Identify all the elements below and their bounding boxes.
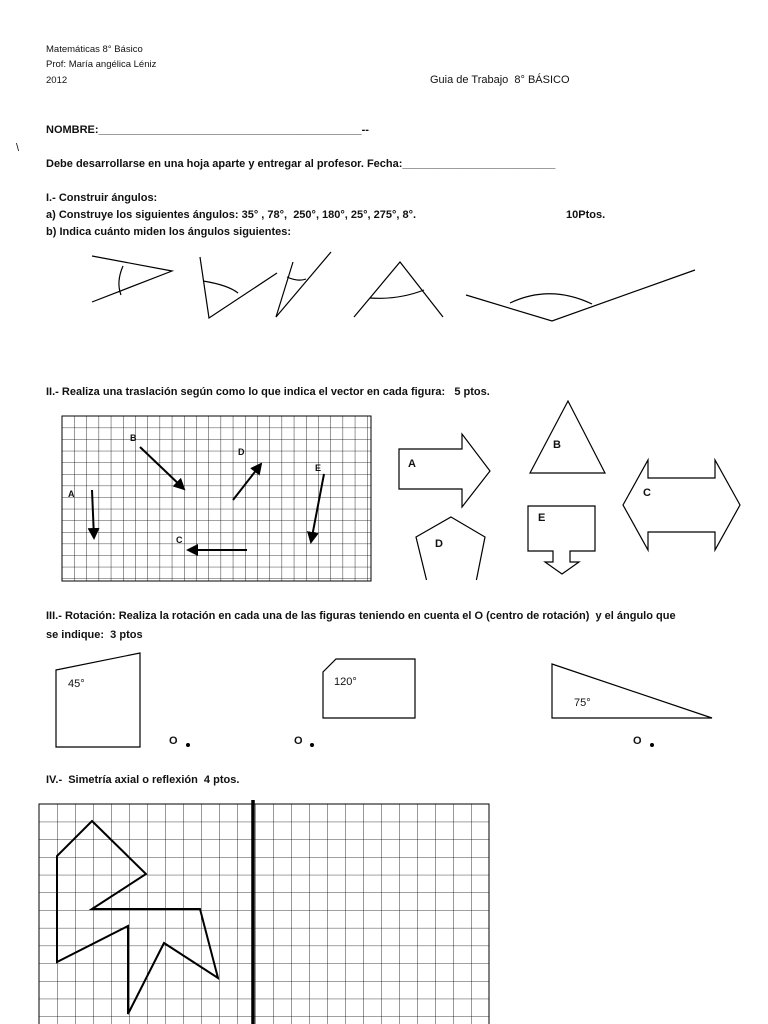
section1-points: 10Ptos. [566,209,606,221]
angle-4 [354,262,443,317]
header-year: 2012 [46,75,68,86]
angle-label-75: 75° [574,697,591,709]
name-field: NOMBRE:___________________________________________-- [46,124,369,136]
section2-title: II.- Realiza una traslación según como lo que indica el vector en cada figura: 5 ptos. [46,386,490,398]
figure-b-triangle [530,401,605,473]
translation-figures [390,398,760,580]
header-teacher: Prof: María angélica Léniz [46,59,157,70]
figure-d-pentagon [416,517,485,580]
section1-title: I.- Construir ángulos: [46,192,158,204]
section3-line1: III.- Rotación: Realiza la rotación en cada una de las figuras teniendo en cuenta el O (centro de rotación) y el ángulo que [46,610,676,622]
section4-title: IV.- Simetría axial o reflexión 4 ptos. [46,774,240,786]
center-dot-3 [650,743,654,747]
vector-label-a: A [68,489,75,499]
rotation-figures [40,645,730,760]
angle-3 [276,252,331,317]
section1-item-b: b) Indica cuánto miden los ángulos siguientes: [46,226,292,238]
center-label-1: O [169,735,178,747]
figure-label-e: E [538,512,546,524]
center-label-2: O [294,735,303,747]
translation-grid [0,410,380,590]
center-dot-2 [310,743,314,747]
section1-item-a: a) Construye los siguientes ángulos: 35° , 78°, 250°, 180°, 25°, 275°, 8°. [46,209,417,221]
angle-2 [200,257,277,318]
reflection-grid [0,795,500,1024]
vector-label-e: E [315,463,322,473]
figure-label-b: B [553,439,561,451]
center-dot-1 [186,743,190,747]
figure-c-double-arrow [623,460,740,550]
angle-1 [92,256,172,302]
rotation-triangle [552,664,712,718]
angle-label-120: 120° [334,676,357,688]
angle-label-45: 45° [68,678,85,690]
angle-5 [466,270,695,321]
figure-label-d: D [435,538,443,550]
rotation-quad [56,653,140,747]
stray-mark: \ [16,142,20,154]
figure-label-c: C [643,487,651,499]
vector-label-c: C [176,535,183,545]
vector-label-b: B [130,433,137,443]
vector-label-d: D [238,447,245,457]
angles-figure [0,240,768,340]
center-label-3: O [633,735,642,747]
figure-label-a: A [408,458,416,470]
header-subject: Matemáticas 8° Básico [46,44,143,55]
instructions: Debe desarrollarse en una hoja aparte y entregar al profesor. Fecha:_________________________ [46,158,556,170]
section3-line2: se indique: 3 ptos [46,629,143,641]
page-title: Guia de Trabajo 8° BÁSICO [430,74,570,86]
